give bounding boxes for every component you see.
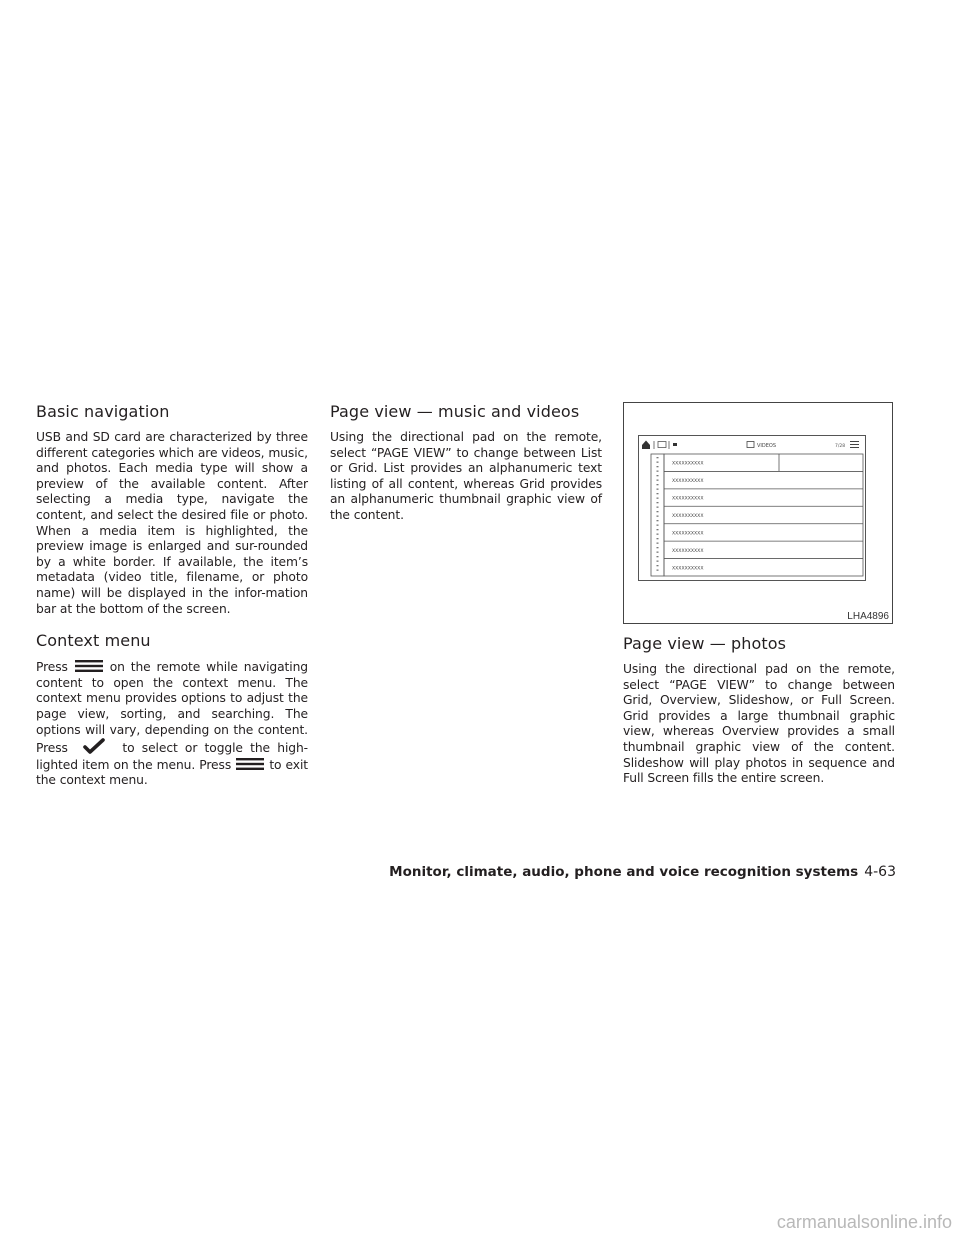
list-item: XXXXXXXXXX — [672, 496, 704, 502]
page-view-photos-text: Using the directional pad on the remote, select “PAGE VIEW” to change between Grid, Overview, Slideshow, or Full Screen. Grid provides a large thumbnail graphic view, whereas Overview provides a small thumbnail graphic view of the content. Slideshow will play photos in sequence and Full Screen fills the entire screen. — [623, 662, 895, 786]
alphabet-tick — [657, 511, 659, 512]
alphabet-tick — [657, 538, 659, 539]
alphabet-tick — [657, 471, 659, 472]
page-number: 4-63 — [864, 864, 896, 880]
basic-navigation-text: USB and SD card are characterized by three different categories which are videos, music, and photos. Each media type will show a preview of the available content. After selecting a media type, navigate the content, and select the desired file or photo. When a media item is highlighted, the preview image is enlarged and sur-rounded by a white border. If available, the item’s metadata (video title, filename, or photo name) will be displayed in the infor-mation bar at the bottom of the screen. — [36, 430, 308, 616]
alphabet-tick — [657, 480, 659, 481]
page-footer — [0, 864, 896, 880]
videos-icon — [747, 442, 754, 448]
page-view-photos-section — [623, 634, 895, 787]
alphabet-tick — [657, 498, 659, 499]
menu-icon — [850, 441, 859, 448]
alphabet-tick — [657, 507, 659, 508]
list-item: XXXXXXXXXX — [672, 479, 704, 485]
context-menu-text — [36, 659, 308, 789]
page-view-music-heading: Page view — music and videos — [330, 402, 580, 421]
alphabet-tick — [657, 493, 659, 494]
context-menu-section — [36, 631, 308, 789]
alphabet-tick — [657, 529, 659, 530]
alphabet-tick — [657, 547, 659, 548]
context-text-4: to exit the context menu. — [36, 757, 309, 788]
alphabet-tick — [657, 543, 659, 544]
watermark: carmanualsonline.info — [776, 1212, 952, 1232]
home-icon — [642, 441, 650, 450]
footer-title: Monitor, climate, audio, phone and voice recognition systems — [389, 864, 859, 880]
list-item: XXXXXXXXXX — [672, 514, 704, 519]
alphabet-tick — [657, 570, 659, 571]
alphabet-tick — [657, 502, 659, 503]
alphabet-tick — [657, 565, 659, 566]
alphabet-tick — [657, 462, 659, 463]
alphabet-ticks — [657, 457, 659, 571]
menu-icon — [235, 757, 265, 771]
page-view-photos-heading: Page view — photos — [623, 634, 787, 653]
alphabet-tick — [657, 457, 659, 458]
screen-drawing — [639, 436, 865, 580]
list-item: XXXXXXXXXX — [672, 566, 704, 572]
alphabet-tick — [657, 466, 659, 467]
list-item: XXXXXXXXXX — [672, 548, 704, 554]
alphabet-tick — [657, 561, 659, 562]
alphabet-tick — [657, 484, 659, 485]
list-item: XXXXXXXXXX — [672, 461, 704, 467]
row-labels — [672, 461, 703, 572]
context-menu-heading: Context menu — [36, 631, 151, 651]
screen-illustration — [623, 402, 893, 624]
middle-column — [330, 402, 602, 538]
figure-label: LHA4896 — [847, 611, 889, 622]
alphabet-tick — [657, 516, 659, 517]
page-view-music-section — [330, 402, 602, 524]
checkmark-icon — [75, 738, 115, 754]
alphabet-tick — [657, 520, 659, 521]
screen-list-view — [638, 435, 866, 581]
alphabet-tick — [657, 556, 659, 557]
source-icon — [658, 442, 666, 448]
right-column — [623, 402, 895, 801]
menu-icon — [74, 659, 104, 673]
alphabet-tick — [657, 489, 659, 490]
context-text-1: Press — [36, 660, 68, 675]
list-item: XXXXXXXXXX — [672, 531, 704, 537]
basic-navigation-section — [36, 402, 308, 617]
alphabet-tick — [657, 552, 659, 553]
basic-navigation-heading: Basic navigation — [36, 402, 170, 421]
left-column — [36, 402, 308, 803]
context-text-3: to select or toggle the high-lighted item on the menu. Press — [36, 741, 308, 772]
context-text-2: on the remote while navigating content to open the context menu. The context menu provides options to adjust the page view, sorting, and searching. The options will vary, depending on the content. Press — [36, 660, 308, 756]
alphabet-tick — [657, 525, 659, 526]
alphabet-tick — [657, 534, 659, 535]
alphabet-tick — [657, 475, 659, 476]
page-view-music-text: Using the directional pad on the remote, select “PAGE VIEW” to change between List or Grid. List provides an alphanumeric text listing of all content, whereas Grid provides an alphanumeric thumbnail graphic view of the content. — [330, 430, 602, 522]
alphabet-index — [651, 454, 664, 576]
screen-title: VIDEOS — [757, 443, 777, 449]
screen-right-label: 7/28 — [835, 444, 846, 449]
